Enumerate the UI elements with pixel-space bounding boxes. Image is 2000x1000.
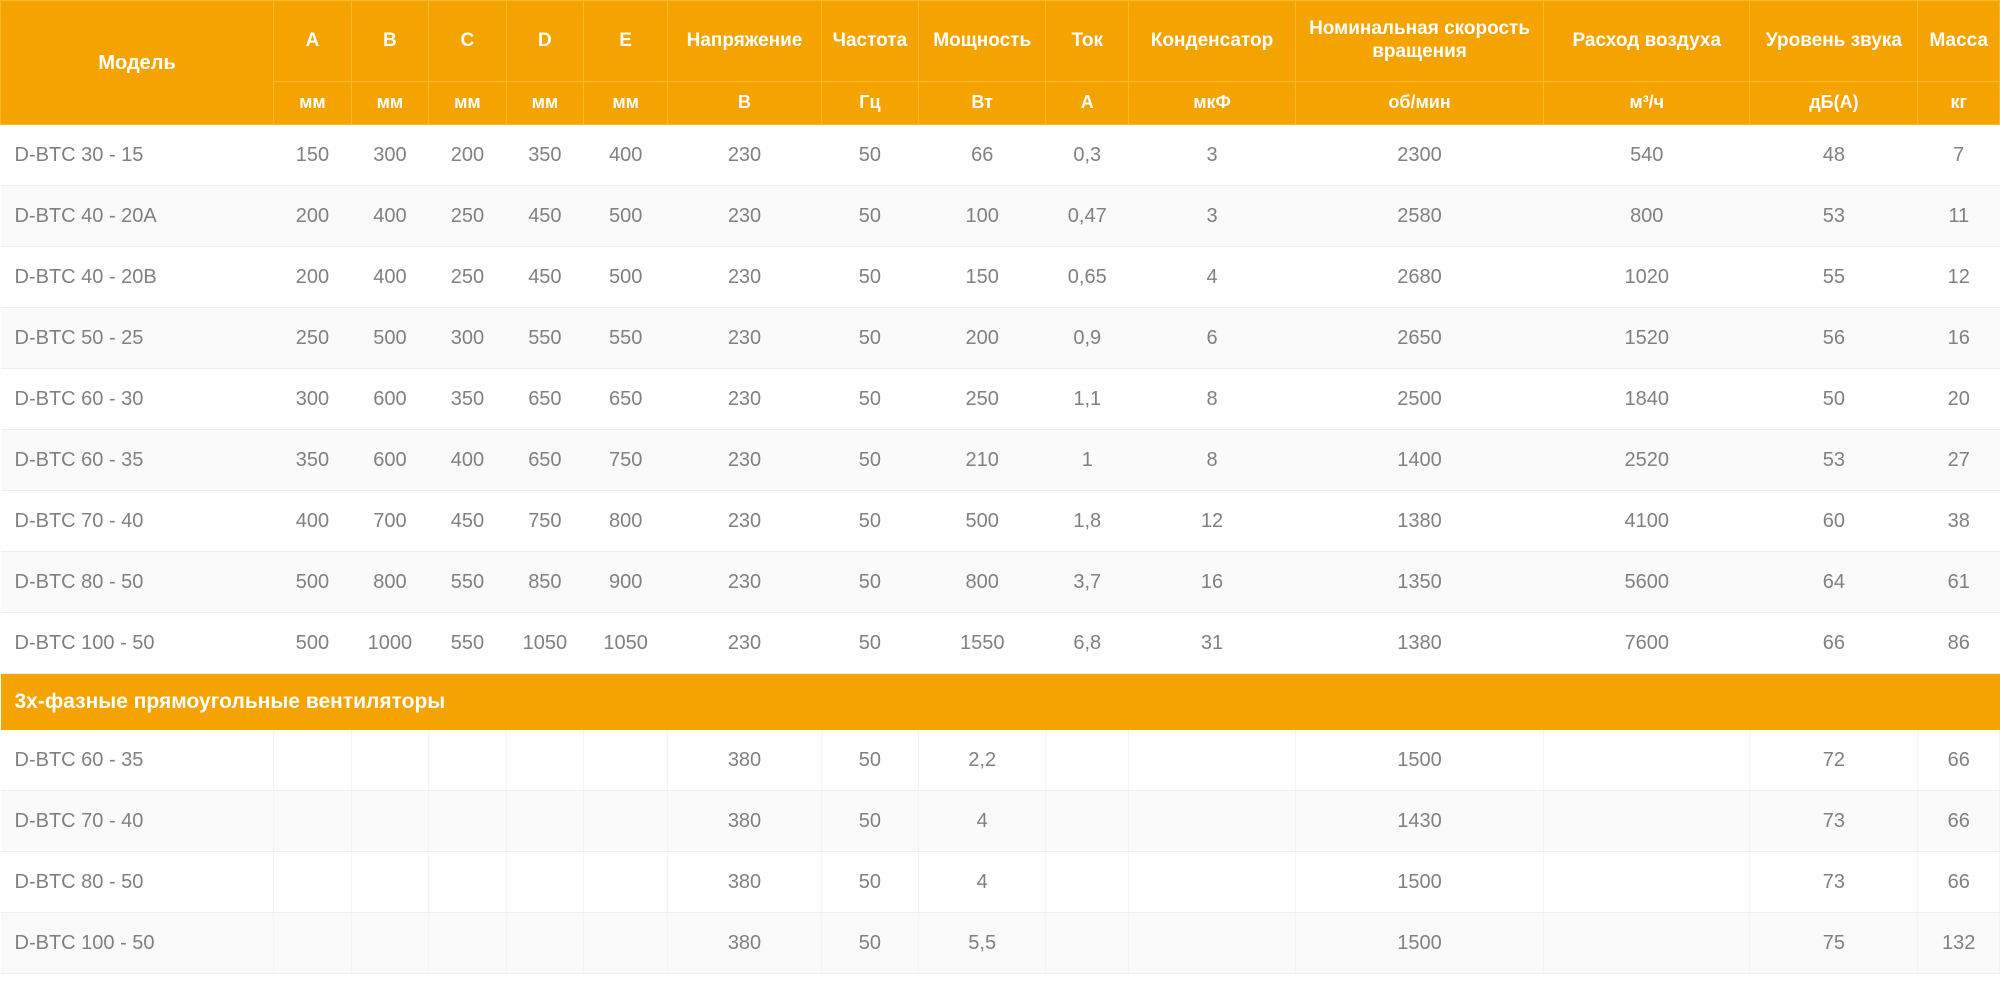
cell-speed: 1500 [1295,913,1543,974]
cell-a: 250 [274,308,351,369]
cell-sound: 48 [1750,125,1918,186]
cell-mass: 132 [1918,913,2000,974]
cell-airflow: 1520 [1544,308,1750,369]
cell-capacitor: 8 [1129,369,1296,430]
cell-capacitor [1129,730,1296,791]
table-header-row-units [1,82,2000,125]
cell-mass: 61 [1918,552,2000,613]
cell-capacitor: 3 [1129,125,1296,186]
cell-voltage: 230 [668,186,822,247]
table-row [1,491,2000,552]
cell-e: 900 [584,552,668,613]
cell-airflow: 7600 [1544,613,1750,674]
unit-header-d: мм [506,82,583,125]
cell-power: 800 [919,552,1046,613]
cell-c: 250 [429,186,506,247]
cell-sound: 73 [1750,791,1918,852]
column-header-model: Модель [1,1,274,125]
cell-mass: 7 [1918,125,2000,186]
cell-a [274,913,351,974]
cell-capacitor [1129,852,1296,913]
cell-speed: 2680 [1295,247,1543,308]
cell-model: D-BTC 70 - 40 [1,791,274,852]
cell-d: 1050 [506,613,583,674]
cell-frequency: 50 [821,369,918,430]
cell-airflow: 1840 [1544,369,1750,430]
cell-power: 250 [919,369,1046,430]
cell-capacitor: 8 [1129,430,1296,491]
cell-model: D-BTC 80 - 50 [1,852,274,913]
cell-b [351,791,428,852]
cell-c: 550 [429,552,506,613]
unit-header-c: мм [429,82,506,125]
cell-b: 800 [351,552,428,613]
cell-c: 250 [429,247,506,308]
cell-power: 66 [919,125,1046,186]
cell-a: 150 [274,125,351,186]
cell-d: 650 [506,430,583,491]
table-row [1,552,2000,613]
cell-mass: 20 [1918,369,2000,430]
cell-sound: 72 [1750,730,1918,791]
cell-c: 200 [429,125,506,186]
cell-speed: 1400 [1295,430,1543,491]
cell-speed: 1500 [1295,730,1543,791]
cell-d: 450 [506,186,583,247]
cell-frequency: 50 [821,308,918,369]
cell-voltage: 230 [668,491,822,552]
cell-power: 200 [919,308,1046,369]
cell-d: 550 [506,308,583,369]
cell-frequency: 50 [821,730,918,791]
cell-airflow: 5600 [1544,552,1750,613]
cell-b: 1000 [351,613,428,674]
cell-e [584,852,668,913]
cell-b [351,852,428,913]
cell-e: 1050 [584,613,668,674]
column-header-d: D [506,1,583,82]
cell-current [1046,791,1129,852]
cell-power: 500 [919,491,1046,552]
column-header-frequency: Частота [821,1,918,82]
cell-a: 200 [274,186,351,247]
unit-header-e: мм [584,82,668,125]
cell-e: 550 [584,308,668,369]
cell-sound: 53 [1750,186,1918,247]
cell-a: 300 [274,369,351,430]
cell-b: 700 [351,491,428,552]
column-header-sound-level: Уровень звука [1750,1,1918,82]
cell-mass: 66 [1918,852,2000,913]
cell-e [584,791,668,852]
cell-model: D-BTC 40 - 20A [1,186,274,247]
cell-capacitor: 16 [1129,552,1296,613]
cell-model: D-BTC 60 - 35 [1,730,274,791]
cell-model: D-BTC 60 - 30 [1,369,274,430]
cell-capacitor [1129,913,1296,974]
cell-a: 500 [274,552,351,613]
column-header-a: A [274,1,351,82]
cell-b: 400 [351,247,428,308]
column-header-b: B [351,1,428,82]
cell-sound: 53 [1750,430,1918,491]
cell-c: 300 [429,308,506,369]
cell-b: 600 [351,430,428,491]
cell-d: 750 [506,491,583,552]
cell-e: 500 [584,247,668,308]
cell-b: 600 [351,369,428,430]
cell-airflow [1544,730,1750,791]
cell-d: 450 [506,247,583,308]
table-header [1,1,2000,125]
cell-voltage: 230 [668,613,822,674]
cell-sound: 56 [1750,308,1918,369]
column-header-nominal-speed: Номинальная скорость вращения [1295,1,1543,82]
cell-b [351,913,428,974]
cell-current: 1,8 [1046,491,1129,552]
cell-capacitor: 31 [1129,613,1296,674]
cell-current: 1 [1046,430,1129,491]
cell-mass: 16 [1918,308,2000,369]
unit-header-voltage: В [668,82,822,125]
cell-speed: 1500 [1295,852,1543,913]
cell-current: 0,47 [1046,186,1129,247]
cell-mass: 12 [1918,247,2000,308]
cell-capacitor: 3 [1129,186,1296,247]
cell-c: 550 [429,613,506,674]
unit-header-b: мм [351,82,428,125]
cell-airflow: 1020 [1544,247,1750,308]
cell-d [506,852,583,913]
cell-current: 3,7 [1046,552,1129,613]
cell-airflow: 540 [1544,125,1750,186]
column-header-air-flow: Расход воздуха [1544,1,1750,82]
cell-model: D-BTC 60 - 35 [1,430,274,491]
column-header-current: Ток [1046,1,1129,82]
cell-d: 850 [506,552,583,613]
cell-power: 1550 [919,613,1046,674]
table-header-row-groups [1,1,2000,82]
table-row [1,247,2000,308]
cell-mass: 38 [1918,491,2000,552]
cell-a [274,852,351,913]
cell-frequency: 50 [821,552,918,613]
cell-current: 0,3 [1046,125,1129,186]
column-header-c: C [429,1,506,82]
column-header-capacitor: Конденсатор [1129,1,1296,82]
unit-header-sound-level: дБ(А) [1750,82,1918,125]
section-header-row [1,674,2000,731]
cell-model: D-BTC 70 - 40 [1,491,274,552]
cell-sound: 64 [1750,552,1918,613]
cell-voltage: 230 [668,430,822,491]
unit-header-mass: кг [1918,82,2000,125]
cell-current: 1,1 [1046,369,1129,430]
cell-power: 100 [919,186,1046,247]
cell-voltage: 230 [668,552,822,613]
cell-airflow [1544,791,1750,852]
cell-power: 210 [919,430,1046,491]
unit-header-air-flow: м³/ч [1544,82,1750,125]
cell-sound: 66 [1750,613,1918,674]
cell-sound: 50 [1750,369,1918,430]
column-header-e: E [584,1,668,82]
cell-d [506,791,583,852]
cell-mass: 11 [1918,186,2000,247]
cell-capacitor: 12 [1129,491,1296,552]
cell-d: 350 [506,125,583,186]
cell-voltage: 230 [668,369,822,430]
cell-e [584,913,668,974]
cell-d: 650 [506,369,583,430]
cell-speed: 2580 [1295,186,1543,247]
cell-power: 2,2 [919,730,1046,791]
cell-sound: 73 [1750,852,1918,913]
cell-c [429,852,506,913]
cell-a: 200 [274,247,351,308]
cell-c [429,730,506,791]
cell-e: 750 [584,430,668,491]
cell-current: 0,9 [1046,308,1129,369]
cell-c: 350 [429,369,506,430]
unit-header-power: Вт [919,82,1046,125]
cell-frequency: 50 [821,430,918,491]
cell-frequency: 50 [821,852,918,913]
cell-current: 6,8 [1046,613,1129,674]
cell-frequency: 50 [821,613,918,674]
cell-b: 300 [351,125,428,186]
cell-sound: 55 [1750,247,1918,308]
cell-mass: 27 [1918,430,2000,491]
cell-speed: 2650 [1295,308,1543,369]
cell-b: 500 [351,308,428,369]
cell-c [429,913,506,974]
cell-e [584,730,668,791]
cell-a: 350 [274,430,351,491]
cell-voltage: 380 [668,791,822,852]
unit-header-a: мм [274,82,351,125]
cell-current: 0,65 [1046,247,1129,308]
table-row [1,430,2000,491]
cell-voltage: 230 [668,247,822,308]
cell-frequency: 50 [821,491,918,552]
table-body [1,125,2000,974]
cell-speed: 2500 [1295,369,1543,430]
cell-speed: 1430 [1295,791,1543,852]
column-header-voltage: Напряжение [668,1,822,82]
cell-capacitor [1129,791,1296,852]
cell-c [429,791,506,852]
cell-speed: 2300 [1295,125,1543,186]
cell-frequency: 50 [821,125,918,186]
cell-e: 500 [584,186,668,247]
cell-airflow [1544,852,1750,913]
cell-d [506,913,583,974]
table-row [1,852,2000,913]
cell-b: 400 [351,186,428,247]
cell-c: 450 [429,491,506,552]
cell-e: 400 [584,125,668,186]
cell-airflow: 800 [1544,186,1750,247]
cell-speed: 1380 [1295,491,1543,552]
cell-airflow: 2520 [1544,430,1750,491]
cell-model: D-BTC 50 - 25 [1,308,274,369]
cell-model: D-BTC 100 - 50 [1,613,274,674]
unit-header-frequency: Гц [821,82,918,125]
cell-speed: 1380 [1295,613,1543,674]
cell-a [274,791,351,852]
cell-airflow [1544,913,1750,974]
cell-b [351,730,428,791]
table-row [1,186,2000,247]
table-row [1,913,2000,974]
cell-frequency: 50 [821,791,918,852]
unit-header-nominal-speed: об/мин [1295,82,1543,125]
cell-voltage: 380 [668,913,822,974]
cell-power: 5,5 [919,913,1046,974]
cell-a: 500 [274,613,351,674]
cell-current [1046,913,1129,974]
table-row [1,730,2000,791]
cell-frequency: 50 [821,913,918,974]
cell-current [1046,730,1129,791]
table-row [1,791,2000,852]
section-title: 3х-фазные прямоугольные вентиляторы [1,674,2000,731]
cell-a [274,730,351,791]
table-row [1,369,2000,430]
column-header-power: Мощность [919,1,1046,82]
cell-power: 4 [919,791,1046,852]
table-row [1,308,2000,369]
cell-frequency: 50 [821,186,918,247]
cell-model: D-BTC 40 - 20B [1,247,274,308]
cell-mass: 66 [1918,791,2000,852]
cell-a: 400 [274,491,351,552]
cell-frequency: 50 [821,247,918,308]
cell-current [1046,852,1129,913]
cell-c: 400 [429,430,506,491]
cell-e: 650 [584,369,668,430]
cell-model: D-BTC 30 - 15 [1,125,274,186]
cell-airflow: 4100 [1544,491,1750,552]
cell-power: 4 [919,852,1046,913]
table-row [1,613,2000,674]
cell-power: 150 [919,247,1046,308]
cell-capacitor: 4 [1129,247,1296,308]
cell-model: D-BTC 100 - 50 [1,913,274,974]
cell-sound: 75 [1750,913,1918,974]
cell-sound: 60 [1750,491,1918,552]
unit-header-capacitor: мкФ [1129,82,1296,125]
unit-header-current: А [1046,82,1129,125]
cell-voltage: 380 [668,730,822,791]
table-row [1,125,2000,186]
cell-capacitor: 6 [1129,308,1296,369]
column-header-mass: Масса [1918,1,2000,82]
cell-voltage: 230 [668,308,822,369]
cell-speed: 1350 [1295,552,1543,613]
cell-mass: 86 [1918,613,2000,674]
cell-d [506,730,583,791]
cell-mass: 66 [1918,730,2000,791]
cell-voltage: 230 [668,125,822,186]
cell-voltage: 380 [668,852,822,913]
cell-model: D-BTC 80 - 50 [1,552,274,613]
cell-e: 800 [584,491,668,552]
